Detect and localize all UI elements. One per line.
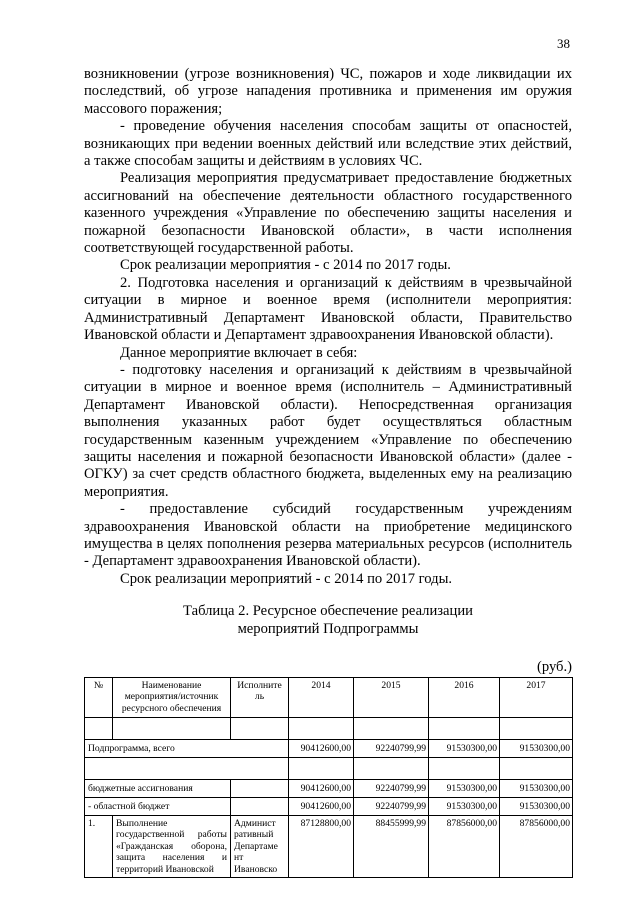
paragraph: Срок реализации мероприятия - с 2014 по 2017 годы. [120,257,451,274]
row-label: - областной бюджет [85,798,231,816]
row-label: бюджетные ассигнования [85,780,231,798]
table-cell: 90412600,00 [289,780,354,798]
table-row [85,798,573,816]
table-spacer-row [85,758,573,780]
table-header-row [85,678,573,718]
table-title-line: мероприятий Подпрограммы [237,620,419,637]
header-num: № [85,678,113,718]
paragraph: - проведение обучения населения способам защиты от опасностей, возникающих при ведении военных действий или вследствие этих действий, а также способам защиты и действиям в условиях ЧС. [84,118,572,170]
table-title-line: Таблица 2. Ресурсное обеспечение реализации [183,603,473,619]
paragraph: 2. Подготовка населения и организаций к действиям в чрезвычайной ситуации в мирное и военное время (исполнители мероприятия: Административный Департамент Ивановской области, Правительство Ивановской области и Департамент здравоохранения Ивановской области). [84,274,572,344]
currency-unit: (руб.) [536,659,572,675]
paragraph: Срок реализации мероприятий - с 2014 по 2017 годы. [120,570,453,587]
table-row [85,740,573,758]
header-year: 2015 [354,678,429,718]
table-cell: 92240799,99 [354,780,429,798]
header-executor: Исполните ль [231,678,289,718]
table-cell: 91530300,00 [429,798,500,816]
table-row [85,816,573,878]
row-label: Подпрограмма, всего [85,740,289,758]
table-cell: 91530300,00 [429,740,500,758]
row-executor: Админист ративный Департаме нт Ивановско [231,816,289,878]
table-title [84,603,572,638]
paragraph: возникновении (угрозе возникновения) ЧС, пожаров и ходе ликвидации их последствий, об угрозе нападения противника и применения им оружия массового поражения; [84,66,572,117]
table-row [85,780,573,798]
header-year: 2014 [289,678,354,718]
paragraph: - подготовку населения и организаций к действиям в чрезвычайной ситуации в мирное и военное время (исполнитель – Административный Департамент Ивановской области). Непосредственная организация выполнения указанных работ будет осуществляться областным государственным казенным учреждением «Управление по обеспечению защиты населения и пожарной безопасности Ивановской области» (далее - ОГКУ) за счет средств областного бюджета, выделенных ему на реализацию мероприятия. [84,361,572,500]
table-cell: 87856000,00 [429,816,500,878]
page-number: 38 [557,36,570,51]
paragraph: - предоставление субсидий государственным учреждениям здравоохранения Ивановской области на приобретение медицинского имущества в целях пополнения резерва материальных ресурсов (исполнитель - Департамент здравоохранения Ивановской области). [84,501,572,570]
table-cell: 92240799,99 [354,740,429,758]
header-year: 2016 [429,678,500,718]
table-cell: 91530300,00 [429,780,500,798]
body-text [84,66,572,588]
table-cell: 90412600,00 [289,740,354,758]
table-cell: 91530300,00 [500,740,573,758]
paragraph: Данное мероприятие включает в себя: [120,344,358,361]
header-name: Наименование мероприятия/источник ресурсного обеспечения [113,678,231,718]
table-cell: 90412600,00 [289,798,354,816]
header-year: 2017 [500,678,573,718]
resource-table [84,677,573,878]
table-cell: 88455999,99 [354,816,429,878]
table-cell: 87128800,00 [289,816,354,878]
table-cell: 92240799,99 [354,798,429,816]
table-cell: 91530300,00 [500,780,573,798]
table-cell: 91530300,00 [500,798,573,816]
row-num: 1. [85,816,113,878]
table-cell: 87856000,00 [500,816,573,878]
row-name: Выполнение государственной работы «Гражданская оборона, защита населения и территорий Ивановской [113,816,231,878]
paragraph: Реализация мероприятия предусматривает предоставление бюджетных ассигнований на обеспечение деятельности областного государственного казенного учреждения «Управление по обеспечению защиты населения и пожарной безопасности Ивановской области», в части исполнения соответствующей государственной работы. [84,170,572,257]
table-spacer-row [85,718,573,740]
